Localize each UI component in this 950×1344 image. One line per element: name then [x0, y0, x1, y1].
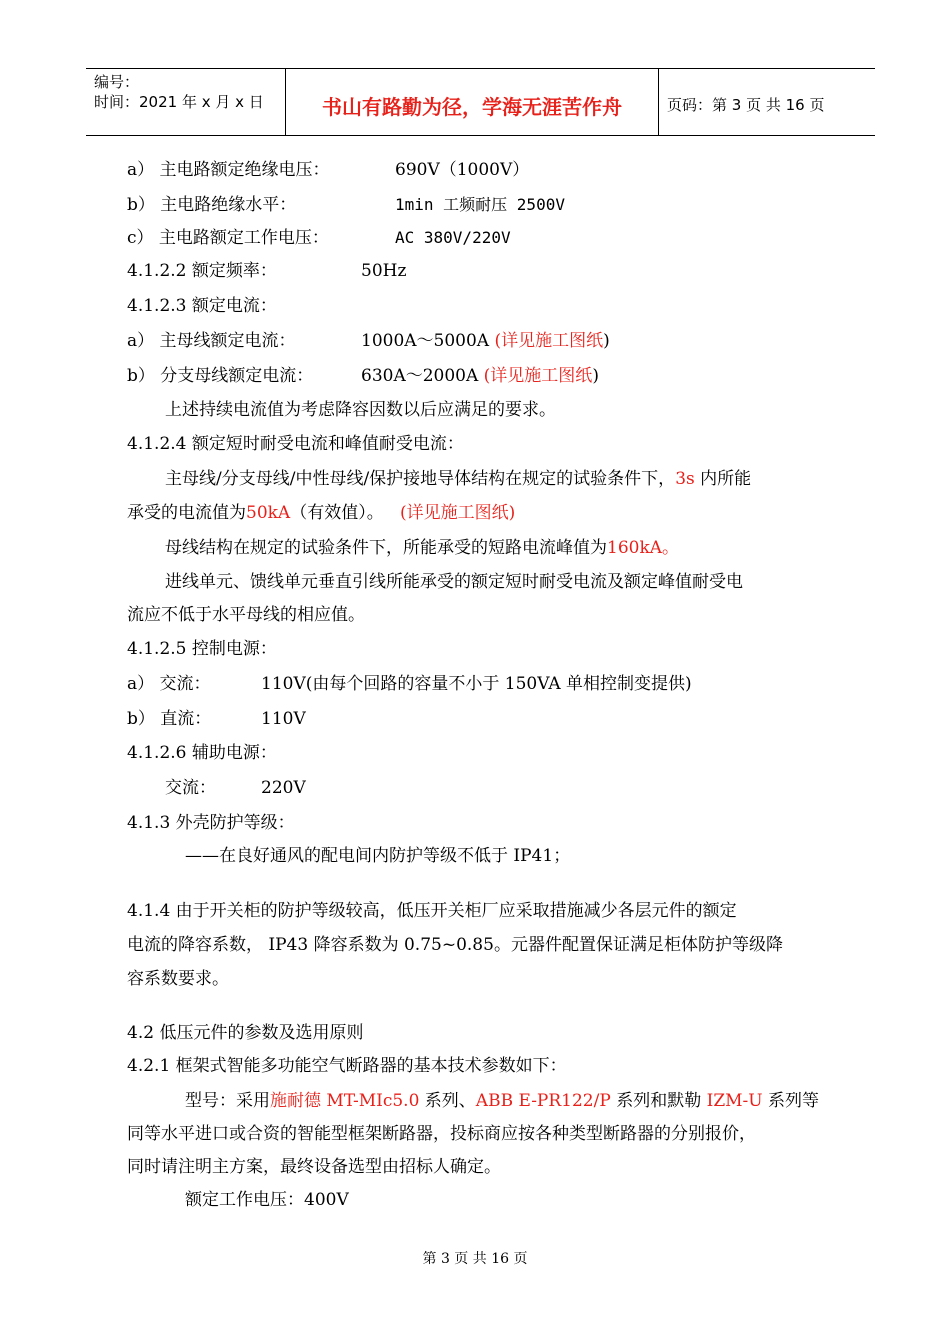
text-span: 系列、 [419, 1091, 476, 1111]
branch-busbar-current-range: 630A～2000A [361, 366, 479, 386]
protection-level-note: ——在良好通风的配电间内防护等级不低于 IP41； [185, 846, 571, 866]
auxiliary-power-heading: 4.1.2.6 辅助电源： [127, 743, 277, 763]
dc-control-value: 110V [261, 709, 306, 729]
main-busbar-current-range: 1000A～5000A [361, 331, 490, 351]
see-drawings-note: (详见施工图纸 [483, 366, 593, 386]
derating-paragraph-line3: 容系数要求。 [127, 969, 229, 989]
text-span: 内所能 [694, 469, 752, 489]
aux-ac-value: 220V [261, 778, 306, 798]
current-value: 50kA [246, 503, 291, 523]
enclosure-protection-heading: 4.1.3 外壳防护等级： [127, 813, 295, 833]
dc-control-label: b） 直流： [127, 709, 212, 729]
brand-abb: ABB E-PR122/P [475, 1091, 611, 1111]
header-motto-cell [286, 69, 659, 135]
section-heading-4-2: 4.2 低压元件的参数及选用原则 [127, 1023, 364, 1043]
text-span: 母线结构在规定的试验条件下，所能承受的短路电流峰值为 [165, 538, 607, 558]
main-busbar-current-value [361, 330, 610, 352]
ac-control-label: a） 交流： [127, 674, 211, 694]
text-span: 主母线/分支母线/中性母线/保护接地导体结构在规定的试验条件下， [165, 469, 676, 489]
paragraph-busbar-line2 [127, 502, 515, 524]
rated-insulation-voltage-value: 690V（1000V） [395, 160, 530, 180]
incoming-unit-line1: 进线单元、馈线单元垂直引线所能承受的额定短时耐受电流及额定峰值耐受电 [165, 572, 743, 592]
header-time: 时间：2021 年 x 月 x 日 [94, 93, 264, 111]
see-drawings-note: (详见施工图纸) [399, 503, 516, 523]
header-page-info: 页码：第 3 页 共 16 页 [667, 96, 825, 114]
text-span: 承受的电流值为 [127, 503, 246, 523]
paren-close: ) [592, 366, 599, 386]
brand-schneider: 施耐德 MT-MIc5.0 [270, 1091, 420, 1111]
header-meta-cell [86, 69, 286, 135]
model-paragraph-line2: 同等水平进口或合资的智能型框架断路器，投标商应按各种类型断路器的分别报价， [127, 1124, 756, 1144]
branch-busbar-current-value [361, 365, 599, 387]
header-page-cell [659, 69, 875, 135]
section-heading-4-2-1: 4.2.1 框架式智能多功能空气断路器的基本技术参数如下： [127, 1056, 567, 1076]
short-time-current-heading: 4.1.2.4 额定短时耐受电流和峰值耐受电流： [127, 434, 464, 454]
rated-current-heading: 4.1.2.3 额定电流： [127, 296, 277, 316]
main-busbar-current-label: a） 主母线额定电流： [127, 331, 296, 351]
see-drawings-note: (详见施工图纸 [494, 331, 604, 351]
brand-moeller: IZM-U [706, 1091, 763, 1111]
peak-current-paragraph [165, 537, 679, 559]
rated-operating-voltage: 额定工作电压：400V [185, 1190, 349, 1210]
text-span: 型号：采用 [185, 1091, 270, 1111]
derating-note: 上述持续电流值为考虑降容因数以后应满足的要求。 [165, 400, 556, 420]
rated-working-voltage-label: c） 主电路额定工作电压： [127, 228, 329, 248]
derating-paragraph-line2: 电流的降容系数， IP43 降容系数为 0.75~0.85。元器件配置保证满足柜体防护等级降 [127, 935, 783, 955]
header-motto: 书山有路勤为径，学海无涯苦作舟 [322, 95, 622, 119]
incoming-unit-line2: 流应不低于水平母线的相应值。 [127, 605, 365, 625]
rated-insulation-voltage-label: a） 主电路额定绝缘电压： [127, 160, 330, 180]
model-paragraph-line3: 同时请注明主方案，最终设备选型由招标人确定。 [127, 1157, 501, 1177]
insulation-level-value: 1min 工频耐压 2500V [395, 195, 565, 214]
text-span: 系列和默勒 [610, 1091, 707, 1111]
derating-paragraph-line1: 4.1.4 由于开关柜的防护等级较高，低压开关柜厂应采取措施减少各层元件的额定 [127, 901, 737, 921]
page-header [86, 68, 875, 136]
branch-busbar-current-label: b） 分支母线额定电流： [127, 366, 314, 386]
paren-close: ) [603, 331, 610, 351]
control-power-heading: 4.1.2.5 控制电源： [127, 639, 277, 659]
duration-value: 3s [675, 469, 695, 489]
aux-ac-label: 交流： [165, 778, 216, 798]
text-span: 系列等 [762, 1091, 820, 1111]
header-number: 编号： [94, 73, 140, 91]
rated-working-voltage-value: AC 380V/220V [395, 228, 511, 247]
text-span: （有效值）。 [290, 503, 384, 523]
paragraph-busbar-line1 [165, 468, 751, 490]
rated-frequency-value: 50Hz [361, 261, 407, 281]
insulation-level-label: b） 主电路绝缘水平： [127, 195, 297, 215]
rated-frequency-label: 4.1.2.2 额定频率： [127, 261, 277, 281]
model-paragraph-line1 [185, 1090, 819, 1112]
ac-control-value: 110V(由每个回路的容量不小于 150VA 单相控制变提供) [261, 674, 692, 694]
peak-current-value: 160kA。 [607, 538, 680, 558]
page-footer: 第 3 页 共 16 页 [422, 1251, 528, 1267]
